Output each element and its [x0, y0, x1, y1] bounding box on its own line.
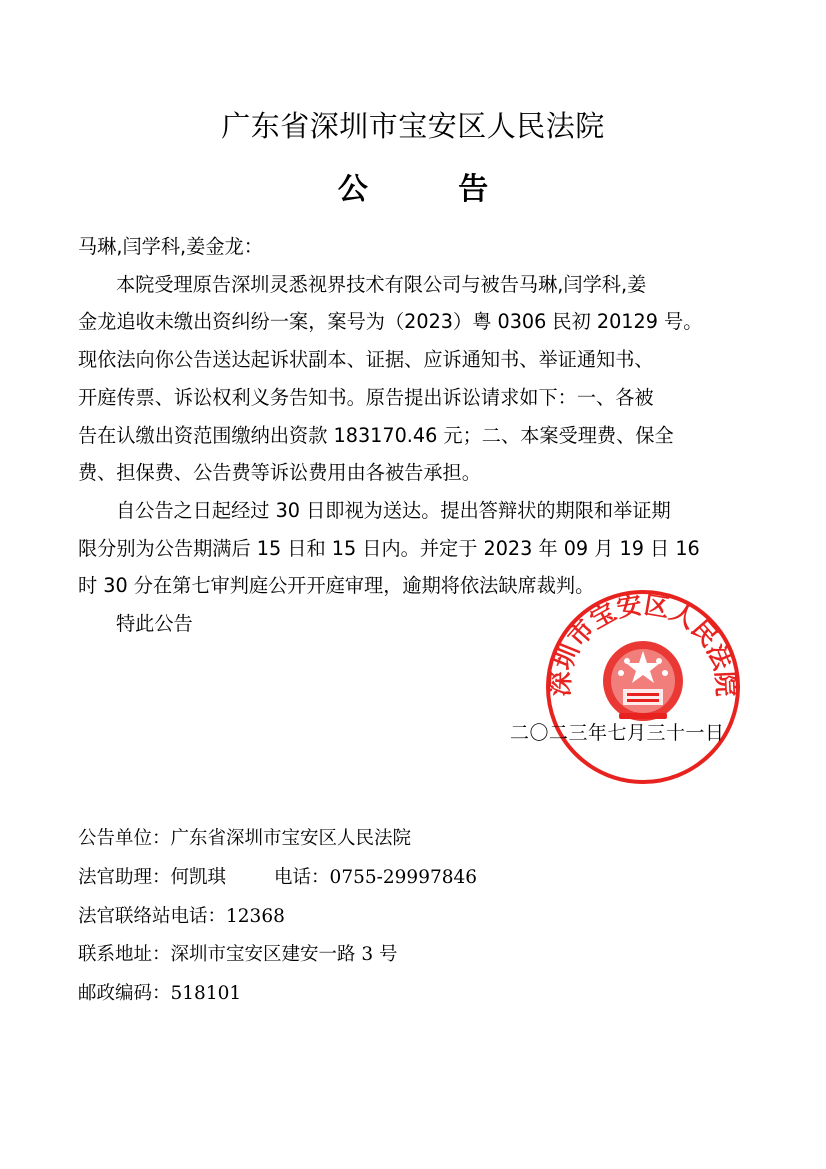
- address-label: 联系地址：: [78, 944, 171, 966]
- issuer-row: [78, 820, 758, 859]
- document-title: 公 告: [337, 172, 529, 207]
- contact-footer: [78, 820, 758, 1014]
- addressee: 马琳,闫学科,姜金龙：: [78, 235, 263, 258]
- hotline-row: [78, 898, 758, 937]
- paragraph-line: 限分别为公告期满后 15 日和 15 日内。并定于 2023 年 09 月 19 日 16: [78, 536, 700, 560]
- paragraph-line: 本院受理原告深圳灵悉视界技术有限公司与被告马琳,闫学科,姜: [116, 272, 647, 296]
- assistant-value: 何凯琪: [170, 866, 227, 888]
- address-row: [78, 936, 758, 975]
- paragraph-line: 金龙追收未缴出资纠纷一案，案号为（2023）粤 0306 民初 20129 号。: [78, 310, 703, 334]
- hotline-value: 12368: [226, 905, 285, 927]
- address-value: 深圳市宝安区建安一路 3 号: [170, 944, 398, 966]
- notice-body: [78, 228, 754, 643]
- paragraph-line: 自公告之日起经过 30 日即视为送达。提出答辩状的期限和举证期: [116, 498, 671, 522]
- court-seal: [543, 589, 743, 785]
- paragraph-line: 告在认缴出资范围缴纳出资款 183170.46 元；二、本案受理费、保全: [78, 423, 674, 447]
- postcode-label: 邮政编码：: [78, 983, 171, 1005]
- assistant-label: 法官助理：: [78, 866, 171, 888]
- paragraph-line: 费、担保费、公告费等诉讼费用由各被告承担。: [78, 461, 481, 485]
- paragraph-case-details: [78, 266, 754, 492]
- issuer-value: 广东省深圳市宝安区人民法院: [170, 828, 412, 849]
- paragraph-line: 现依法向你公告送达起诉状副本、证据、应诉通知书、举证通知书、: [78, 348, 654, 372]
- postcode-value: 518101: [170, 983, 242, 1005]
- issuer-label: 公告单位：: [78, 828, 171, 849]
- court-name: 广东省深圳市宝安区人民法院: [221, 109, 605, 143]
- paragraph-line: 时 30 分在第七审判庭公开开庭审理，逾期将依法缺席裁判。: [78, 574, 595, 598]
- closing-text: 特此公告: [116, 612, 193, 636]
- hotline-label: 法官联络站电话：: [78, 905, 227, 927]
- postcode-row: [78, 975, 758, 1014]
- seal-text: 深圳市宝安区人民法院: [545, 590, 741, 698]
- paragraph-line: 开庭传票、诉讼权利义务告知书。原告提出诉讼请求如下：一、各被: [78, 385, 654, 409]
- notice-date: 二〇二三年七月三十一日: [510, 722, 725, 744]
- phone-label: 电话：: [274, 866, 330, 888]
- national-emblem-icon: [603, 641, 683, 721]
- assistant-row: [78, 859, 758, 898]
- phone-value: 0755-29997846: [329, 866, 478, 888]
